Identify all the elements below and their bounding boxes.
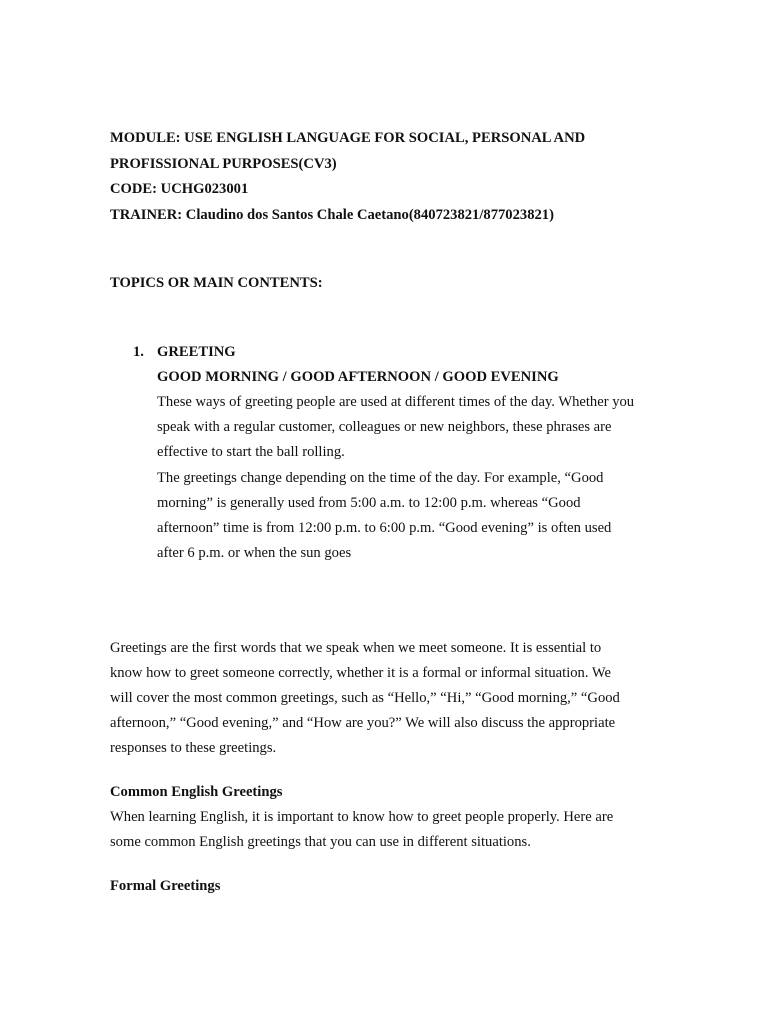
intro-paragraph-line: will cover the most common greetings, such as “Hello,” “Hi,” “Good morning,” “Good [110, 690, 620, 706]
intro-paragraph-line: afternoon,” “Good evening,” and “How are you?” We will also discuss the appropriate [110, 715, 616, 731]
common-greetings-line: When learning English, it is important to know how to greet people properly. Here are [110, 809, 614, 825]
list-item-number: 1. [133, 344, 144, 360]
formal-greetings-heading: Formal Greetings [110, 878, 221, 894]
topic-paragraph-2-line: morning” is generally used from 5:00 a.m. to 12:00 p.m. whereas “Good [157, 495, 581, 511]
trainer-info: TRAINER: Claudino dos Santos Chale Caetano(840723821/877023821) [110, 207, 554, 223]
topics-heading: TOPICS OR MAIN CONTENTS: [110, 275, 323, 291]
topic-paragraph-2-line: after 6 p.m. or when the sun goes [157, 545, 352, 561]
module-title-line-1: MODULE: USE ENGLISH LANGUAGE FOR SOCIAL, PERSONAL AND [110, 130, 586, 146]
common-greetings-heading: Common English Greetings [110, 784, 283, 800]
intro-paragraph-line: know how to greet someone correctly, whether it is a formal or informal situation. We [110, 665, 611, 681]
common-greetings-line: some common English greetings that you can use in different situations. [110, 834, 531, 850]
intro-paragraph-line: Greetings are the first words that we speak when we meet someone. It is essential to [110, 640, 602, 656]
topic-paragraph-1-line: These ways of greeting people are used at different times of the day. Whether you [157, 394, 635, 410]
module-code: CODE: UCHG023001 [110, 181, 249, 197]
topic-paragraph-1-line: speak with a regular customer, colleagues or new neighbors, these phrases are [157, 419, 612, 435]
topic-paragraph-1-line: effective to start the ball rolling. [157, 444, 345, 460]
intro-paragraph-line: responses to these greetings. [110, 740, 277, 756]
topic-paragraph-2-line: afternoon” time is from 12:00 p.m. to 6:00 p.m. “Good evening” is often used [157, 520, 612, 536]
module-title-line-2: PROFISSIONAL PURPOSES(CV3) [110, 156, 337, 172]
topic-subtitle: GOOD MORNING / GOOD AFTERNOON / GOOD EVENING [157, 369, 559, 385]
topic-title: GREETING [157, 344, 236, 360]
topic-paragraph-2-line: The greetings change depending on the time of the day. For example, “Good [157, 470, 604, 486]
